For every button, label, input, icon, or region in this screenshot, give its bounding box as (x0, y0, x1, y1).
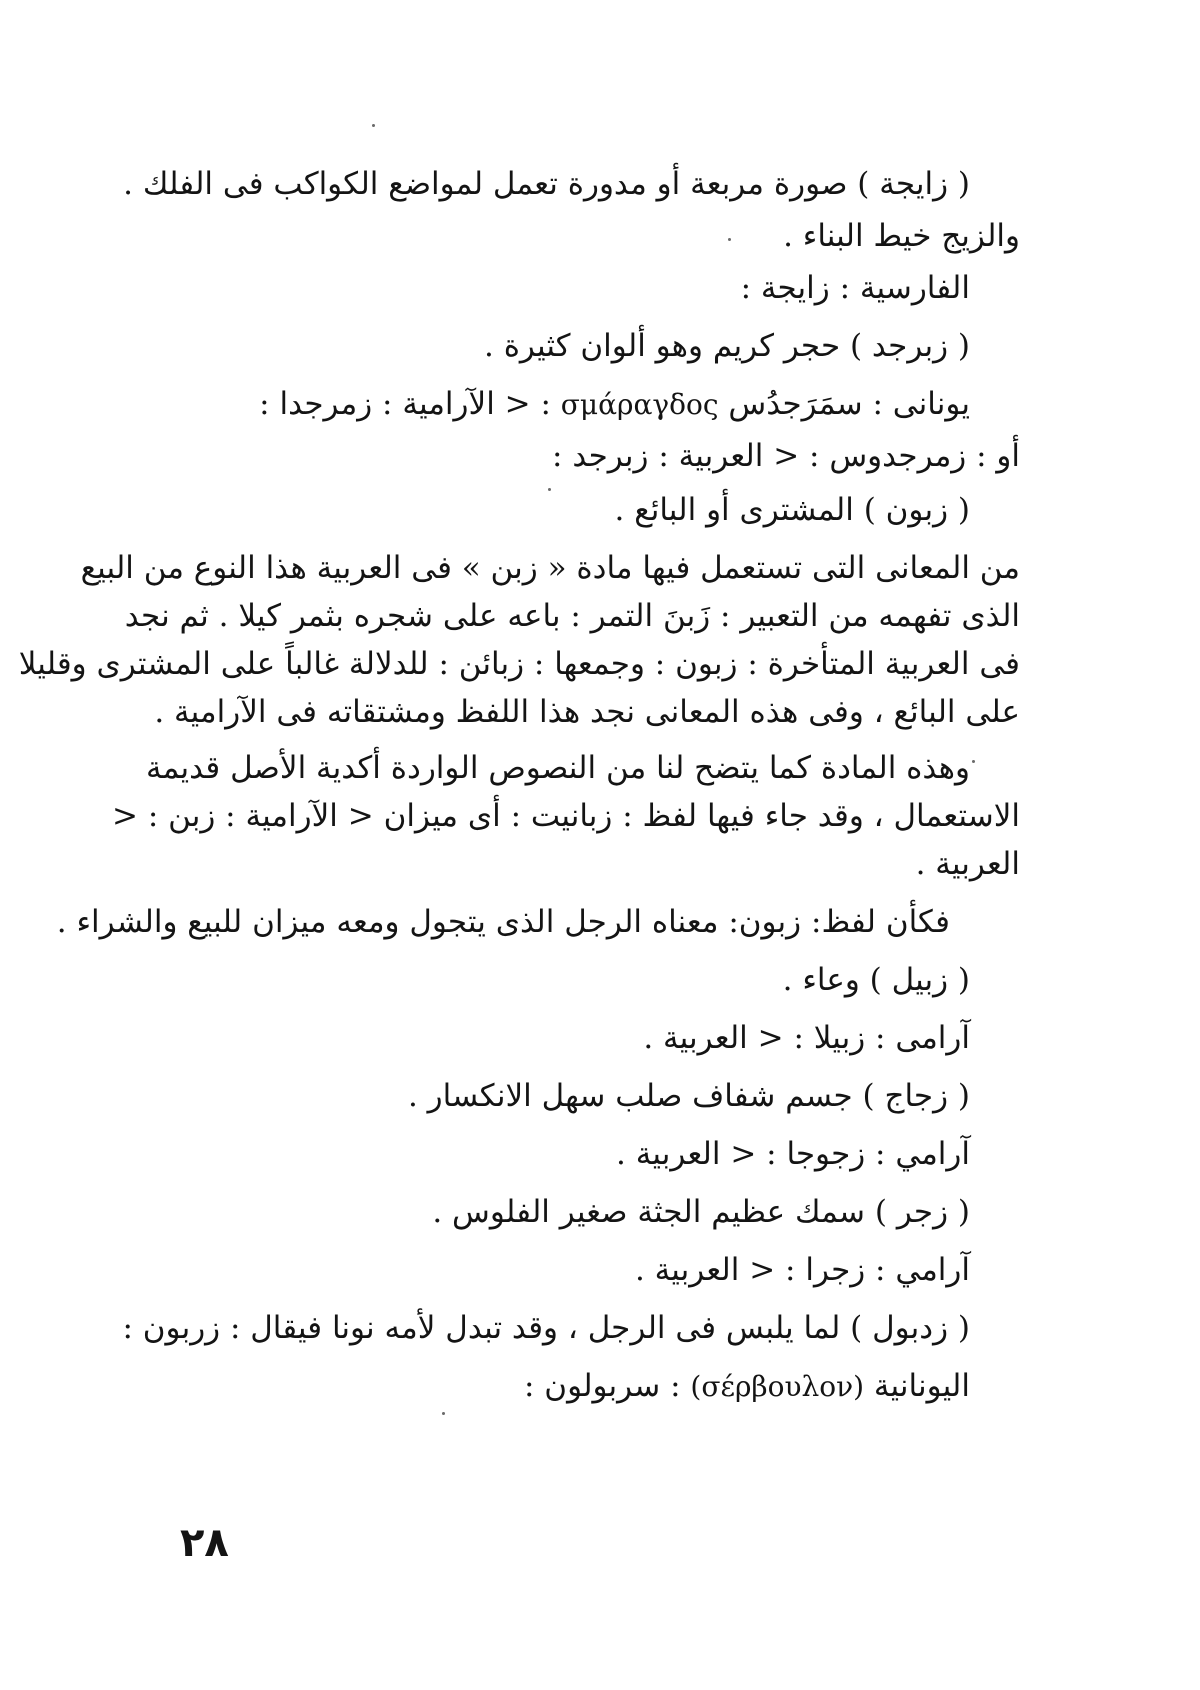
text-line-greek-zabarjad (220, 382, 970, 427)
text-line-zabil-aramaic: آرامى : زبيلا : < العربية . (643, 1020, 970, 1056)
print-speck (548, 488, 551, 491)
entry-zabarjad: ( زبرجد ) حجر كريم وهو ألوان كثيرة . (483, 328, 970, 364)
entry-zajr: ( زجر ) سمك عظيم الجثة صغير الفلوس . (432, 1194, 970, 1230)
entry-zadbul: ( زدبول ) لما يلبس فى الرجل ، وقد تبدل لأمه نونا فيقال : زربون : (122, 1310, 970, 1346)
paragraph-zabn-line-1: من المعانى التى تستعمل فيها مادة « زبن » فى العربية هذا النوع من البيع (80, 550, 1020, 586)
text-line-persian: الفارسية : زايجة : (740, 270, 970, 306)
paragraph-akkadian-line-2: الاستعمال ، وقد جاء فيها لفظ : زبانيت : أى ميزان < الآرامية : زبن : < (111, 798, 1020, 834)
aramaic-label: : < الآرامية : زمرجدا : (259, 386, 551, 422)
paragraph-zabn-line-3: فى العربية المتأخرة : زبون : وجمعها : زبائن : للدلالة غالباً على المشترى وقليلا (18, 646, 1020, 682)
entry-zabun: ( زبون ) المشترى أو البائع . (614, 492, 970, 528)
greek-origin-label: اليونانية (873, 1368, 970, 1404)
entry-zabil: ( زبيل ) وعاء . (782, 962, 970, 998)
paragraph-meaning: فكأن لفظ: زبون: معناه الرجل الذى يتجول ومعه ميزان للبيع والشراء . (56, 904, 950, 940)
print-speck (372, 124, 375, 127)
greek-word-serboulon: (σέρβουλον) (690, 1370, 865, 1403)
greek-word-smaragdos: σμάραγδος (560, 388, 719, 421)
paragraph-zabn-line-2: الذى تفهمه من التعبير : زَبنَ التمر : باعه على شجره بثمر كيلا . ثم نجد (124, 598, 1020, 634)
print-speck (972, 760, 975, 763)
entry-zayija: ( زايجة ) صورة مربعة أو مدورة تعمل لمواضع الكواكب فى الفلك . (123, 166, 970, 202)
text-line-zumurrudus: أو : زمرجدوس : < العربية : زبرجد : (552, 438, 1020, 474)
print-speck (728, 238, 731, 241)
greek-label: يونانى : سمَرَجدُس (728, 386, 970, 422)
print-speck (442, 1412, 445, 1415)
paragraph-zabn-line-4: على البائع ، وفى هذه المعانى نجد هذا اللفظ ومشتقاته فى الآرامية . (154, 694, 1020, 730)
text-line-zajr-aramaic: آرامي : زجرا : < العربية . (634, 1252, 970, 1288)
paragraph-akkadian-line-1: وهذه المادة كما يتضح لنا من النصوص الواردة أكدية الأصل قديمة (145, 750, 970, 786)
entry-zujaj: ( زجاج ) جسم شفاف صلب سهل الانكسار . (407, 1078, 970, 1114)
text-line-zadbul-greek (220, 1364, 970, 1409)
paragraph-akkadian-line-3: العربية . (915, 846, 1020, 882)
greek-origin-transliteration: : سربولون : (524, 1368, 681, 1404)
text-line-zij: والزيج خيط البناء . (783, 218, 1020, 254)
text-line-zujaj-aramaic: آرامي : زجوجا : < العربية . (616, 1136, 970, 1172)
page-number: ٢٨ (180, 1520, 229, 1566)
